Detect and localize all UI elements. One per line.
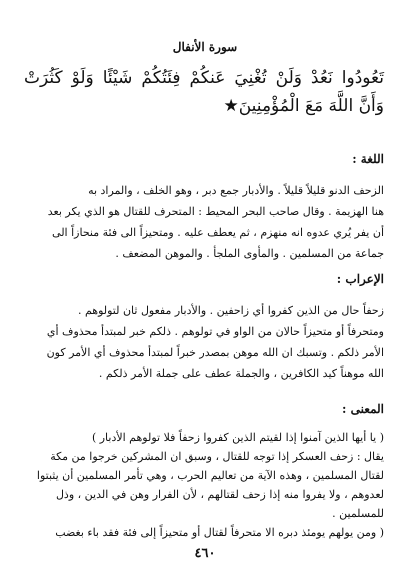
page-number: ٤٦٠ [194, 546, 216, 561]
maana-line: لقتال المسلمين ، وهذه الآية من تعاليم الحرب ، وهي تأمر المسلمين أن يثبتوا [36, 469, 384, 482]
lugha-line: أن يفر يُري عدوه انه منهزم ، ثم يعطف عليه . ومتحيزاً الى فئة منحازاً الى [52, 226, 384, 239]
irab-line: زحفاً حال من الذين كفروا أي زاحفين . والأدبار مفعول ثان لتولوهم . [77, 304, 384, 317]
maana-line: ( ومن يولهم يومئذ دبره الا متحرفاً لقتال أو متحيزاً إلى فئة فقد باء بغضب [55, 526, 384, 539]
irab-paragraph [26, 300, 384, 384]
maana-paragraph [26, 428, 384, 542]
maana-line: ( يا أيها الذين آمنوا إذا لقيتم الذين كفروا زحفاً فلا تولوهم الأدبار ) [91, 431, 384, 444]
maana-line: للمسلمين . [332, 507, 384, 520]
irab-line: الأمر ذلكم . وتسبك ان الله موهن بمصدر خبراً لمبتدأ محذوف أي الأمر كون [46, 346, 384, 359]
surah-title: سورة الأنفال [172, 40, 238, 54]
section-title-lugha: اللغة : [352, 152, 384, 166]
lugha-line: جماعة من المسلمين . والمأوى الملجأ . والموهن المضعف . [115, 247, 384, 260]
irab-line: ومتحرفاً أو متحيزاً حالان من الواو في تولوهم . ذلكم خبر لمبتدأ محذوف أي [46, 325, 384, 338]
maana-line: لعدوهم ، ولا يفروا منه إذا زحف لقتالهم ، لأن الفرار وهن في الدين ، وذل [55, 488, 384, 501]
section-title-irab: الإعراب : [336, 272, 384, 286]
quran-verse: تَعُودُوا نَعُدْ وَلَنْ تُغْنِيَ عَنكُمْ فِئَتُكُمْ شَيْئًا وَلَوْ كَثُرَتْ وَأَنَّ اللَّهَ مَعَ الْمُؤْمِنِينَ★ [24, 68, 384, 116]
section-title-maana: المعنى : [342, 402, 384, 416]
lugha-line: هنا الهزيمة . وقال صاحب البحر المحيط : المتحرف للقتال هو الذي يكر بعد [47, 205, 384, 218]
maana-line: يقال : زحف العسكر إذا توجه للقتال ، وسبق ان المشركين خرجوا من مكة [50, 450, 384, 463]
irab-line: الله موهناً كيد الكافرين ، والجملة عطف على جملة الأمر ذلكم . [98, 367, 384, 380]
lugha-paragraph [26, 180, 384, 264]
lugha-line: الزحف الدنو قليلاً قليلاً . والأدبار جمع دبر ، وهو الخلف ، والمراد به [88, 184, 384, 197]
